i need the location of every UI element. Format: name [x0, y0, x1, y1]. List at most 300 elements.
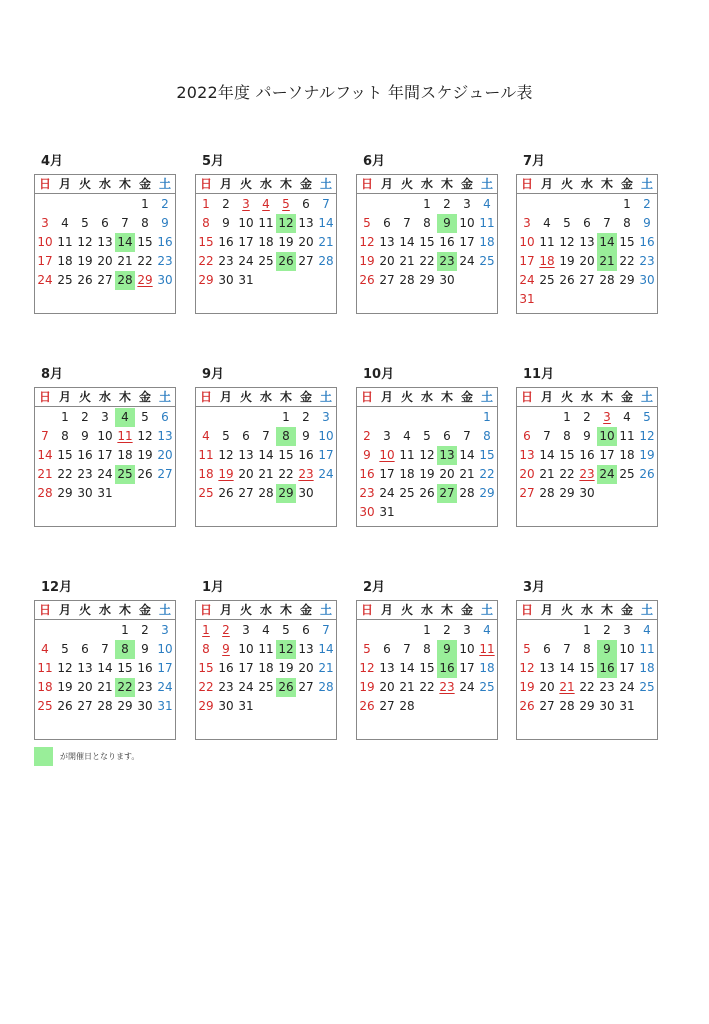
day-cell: 23 [639, 254, 655, 268]
day-cell: 28 [559, 699, 575, 713]
day-cell: 11 [479, 216, 495, 230]
weekday-label: 金 [620, 390, 633, 404]
day-cell: 15 [479, 448, 495, 462]
day-cell: 26 [359, 273, 375, 287]
day-cell: 19 [77, 254, 93, 268]
day-cell: 20 [539, 680, 555, 694]
day-cell: 13 [298, 216, 314, 230]
day-cell: 21 [97, 680, 113, 694]
day-cell: 27 [379, 273, 395, 287]
event-day-cell: 4 [115, 408, 135, 427]
day-cell: 28 [318, 680, 334, 694]
day-cell: 7 [403, 642, 411, 656]
day-cell: 5 [141, 410, 149, 424]
day-cell: 29 [57, 486, 73, 500]
day-cell: 18 [619, 448, 635, 462]
day-cell: 21 [318, 235, 334, 249]
day-cell: 8 [563, 429, 571, 443]
day-cell: 1 [483, 410, 491, 424]
day-cell: 24 [318, 467, 334, 481]
day-cell: 5 [563, 216, 571, 230]
day-cell: 11 [57, 235, 73, 249]
day-cell: 2 [222, 197, 230, 211]
day-cell: 4 [643, 623, 651, 637]
day-cell: 22 [579, 680, 595, 694]
day-cell: 11 [639, 642, 655, 656]
day-cell: 7 [262, 429, 270, 443]
day-cell: 25 [57, 273, 73, 287]
weekday-label: 木 [440, 177, 453, 191]
day-cell: 2 [363, 429, 371, 443]
weekday-label: 月 [219, 603, 232, 617]
day-cell: 16 [77, 448, 93, 462]
day-cell: 3 [322, 410, 330, 424]
day-cell: 28 [37, 486, 53, 500]
day-cell: 30 [599, 699, 615, 713]
day-cell: 17 [97, 448, 113, 462]
day-cell: 29 [137, 273, 153, 287]
weekday-label: 金 [460, 177, 473, 191]
weekday-label: 土 [158, 603, 171, 617]
weekday-label: 土 [480, 603, 493, 617]
event-day-cell: 22 [115, 678, 135, 697]
day-cell: 20 [579, 254, 595, 268]
day-cell: 12 [359, 235, 375, 249]
day-cell: 27 [77, 699, 93, 713]
month-label: 11月 [523, 367, 555, 382]
weekday-label: 木 [440, 603, 453, 617]
weekday-label: 木 [118, 603, 131, 617]
weekday-label: 日 [360, 177, 373, 191]
day-cell: 13 [379, 661, 395, 675]
day-cell: 1 [61, 410, 69, 424]
day-cell: 31 [379, 505, 395, 519]
day-cell: 8 [202, 216, 210, 230]
weekday-label: 日 [520, 177, 533, 191]
day-cell: 7 [403, 216, 411, 230]
day-cell: 10 [318, 429, 334, 443]
weekday-label: 月 [540, 390, 553, 404]
day-cell: 3 [603, 410, 611, 424]
day-cell: 8 [423, 216, 431, 230]
day-cell: 25 [37, 699, 53, 713]
day-cell: 4 [403, 429, 411, 443]
day-cell: 5 [282, 623, 290, 637]
weekday-label: 水 [98, 177, 111, 191]
month-label: 3月 [523, 580, 546, 595]
day-cell: 21 [318, 661, 334, 675]
weekday-label: 木 [600, 177, 613, 191]
day-cell: 11 [399, 448, 415, 462]
weekday-label: 水 [98, 603, 111, 617]
day-cell: 22 [479, 467, 495, 481]
day-cell: 24 [238, 254, 254, 268]
day-cell: 6 [583, 216, 591, 230]
day-cell: 2 [443, 623, 451, 637]
day-cell: 10 [37, 235, 53, 249]
weekday-label: 土 [319, 390, 332, 404]
day-cell: 11 [198, 448, 214, 462]
day-cell: 8 [61, 429, 69, 443]
day-cell: 15 [278, 448, 294, 462]
day-cell: 21 [399, 254, 415, 268]
day-cell: 2 [81, 410, 89, 424]
day-cell: 14 [258, 448, 274, 462]
day-cell: 11 [479, 642, 495, 656]
day-cell: 10 [97, 429, 113, 443]
day-cell: 20 [298, 661, 314, 675]
day-cell: 2 [643, 197, 651, 211]
event-day-cell: 21 [597, 252, 617, 271]
month-label: 12月 [41, 580, 73, 595]
day-cell: 2 [443, 197, 451, 211]
day-cell: 23 [298, 467, 314, 481]
day-cell: 15 [117, 661, 133, 675]
day-cell: 30 [218, 699, 234, 713]
day-cell: 23 [77, 467, 93, 481]
day-cell: 10 [519, 235, 535, 249]
weekday-label: 火 [400, 177, 413, 191]
day-cell: 19 [359, 254, 375, 268]
event-day-cell: 12 [276, 214, 296, 233]
day-cell: 8 [623, 216, 631, 230]
weekday-label: 土 [480, 177, 493, 191]
weekday-label: 土 [480, 390, 493, 404]
event-day-cell: 24 [597, 465, 617, 484]
day-cell: 17 [37, 254, 53, 268]
day-cell: 22 [559, 467, 575, 481]
day-cell: 9 [81, 429, 89, 443]
weekday-label: 月 [540, 177, 553, 191]
weekday-label: 水 [580, 390, 593, 404]
day-cell: 6 [101, 216, 109, 230]
day-cell: 10 [238, 642, 254, 656]
day-cell: 15 [57, 448, 73, 462]
day-cell: 10 [157, 642, 173, 656]
event-day-cell: 16 [597, 659, 617, 678]
weekday-label: 木 [440, 390, 453, 404]
day-cell: 16 [218, 661, 234, 675]
month-label: 9月 [202, 367, 225, 382]
weekday-label: 日 [360, 390, 373, 404]
day-cell: 14 [37, 448, 53, 462]
weekday-label: 火 [78, 603, 91, 617]
day-cell: 11 [258, 216, 274, 230]
event-day-cell: 13 [437, 446, 457, 465]
day-cell: 26 [218, 486, 234, 500]
month-label: 6月 [363, 154, 386, 169]
month-table [34, 174, 176, 314]
event-day-cell: 8 [115, 640, 135, 659]
day-cell: 8 [141, 216, 149, 230]
month-table [195, 174, 337, 314]
day-cell: 7 [463, 429, 471, 443]
day-cell: 14 [97, 661, 113, 675]
day-cell: 22 [198, 680, 214, 694]
weekday-label: 日 [360, 603, 373, 617]
day-cell: 17 [238, 235, 254, 249]
event-day-cell: 10 [597, 427, 617, 446]
day-cell: 28 [599, 273, 615, 287]
day-cell: 27 [157, 467, 173, 481]
day-cell: 26 [519, 699, 535, 713]
month-table [356, 600, 498, 740]
weekday-label: 水 [580, 177, 593, 191]
day-cell: 27 [379, 699, 395, 713]
day-cell: 25 [619, 467, 635, 481]
day-cell: 10 [238, 216, 254, 230]
month-table [516, 387, 658, 527]
day-cell: 23 [218, 680, 234, 694]
day-cell: 21 [539, 467, 555, 481]
weekday-label: 金 [299, 390, 312, 404]
weekday-label: 水 [420, 603, 433, 617]
day-cell: 17 [599, 448, 615, 462]
day-cell: 28 [459, 486, 475, 500]
day-cell: 26 [57, 699, 73, 713]
day-cell: 19 [278, 661, 294, 675]
weekday-label: 火 [560, 603, 573, 617]
day-cell: 1 [282, 410, 290, 424]
day-cell: 20 [298, 235, 314, 249]
day-cell: 11 [258, 642, 274, 656]
day-cell: 3 [161, 623, 169, 637]
day-cell: 3 [41, 216, 49, 230]
weekday-label: 木 [118, 390, 131, 404]
day-cell: 22 [278, 467, 294, 481]
day-cell: 1 [563, 410, 571, 424]
day-cell: 9 [583, 429, 591, 443]
event-day-cell: 14 [597, 233, 617, 252]
day-cell: 2 [222, 623, 230, 637]
day-cell: 7 [41, 429, 49, 443]
month-table [516, 600, 658, 740]
weekday-label: 木 [118, 177, 131, 191]
day-cell: 14 [459, 448, 475, 462]
day-cell: 26 [359, 699, 375, 713]
day-cell: 22 [619, 254, 635, 268]
day-cell: 7 [543, 429, 551, 443]
day-cell: 28 [399, 273, 415, 287]
weekday-label: 金 [299, 177, 312, 191]
day-cell: 25 [479, 254, 495, 268]
day-cell: 28 [258, 486, 274, 500]
day-cell: 9 [302, 429, 310, 443]
day-cell: 30 [137, 699, 153, 713]
month-table [195, 600, 337, 740]
weekday-label: 土 [640, 603, 653, 617]
weekday-label: 日 [520, 390, 533, 404]
day-cell: 27 [298, 680, 314, 694]
day-cell: 14 [399, 235, 415, 249]
day-cell: 13 [157, 429, 173, 443]
day-cell: 2 [302, 410, 310, 424]
day-cell: 21 [117, 254, 133, 268]
day-cell: 29 [479, 486, 495, 500]
month-label: 2月 [363, 580, 386, 595]
day-cell: 17 [519, 254, 535, 268]
day-cell: 24 [379, 486, 395, 500]
day-cell: 5 [423, 429, 431, 443]
day-cell: 25 [258, 254, 274, 268]
weekday-label: 水 [98, 390, 111, 404]
day-cell: 5 [363, 642, 371, 656]
day-cell: 18 [117, 448, 133, 462]
weekday-label: 火 [239, 390, 252, 404]
day-cell: 7 [563, 642, 571, 656]
day-cell: 5 [643, 410, 651, 424]
weekday-label: 水 [259, 390, 272, 404]
day-cell: 7 [101, 642, 109, 656]
day-cell: 22 [419, 680, 435, 694]
day-cell: 29 [559, 486, 575, 500]
weekday-label: 金 [138, 177, 151, 191]
weekday-label: 木 [279, 603, 292, 617]
weekday-label: 火 [560, 390, 573, 404]
month-table [356, 387, 498, 527]
day-cell: 19 [359, 680, 375, 694]
day-cell: 12 [559, 235, 575, 249]
day-cell: 29 [117, 699, 133, 713]
day-cell: 11 [619, 429, 635, 443]
day-cell: 5 [363, 216, 371, 230]
day-cell: 24 [238, 680, 254, 694]
day-cell: 16 [439, 235, 455, 249]
weekday-label: 日 [38, 177, 51, 191]
day-cell: 9 [222, 642, 230, 656]
day-cell: 1 [202, 197, 210, 211]
day-cell: 6 [383, 642, 391, 656]
day-cell: 25 [198, 486, 214, 500]
day-cell: 15 [559, 448, 575, 462]
day-cell: 18 [258, 235, 274, 249]
day-cell: 3 [101, 410, 109, 424]
day-cell: 28 [539, 486, 555, 500]
day-cell: 27 [579, 273, 595, 287]
day-cell: 8 [583, 642, 591, 656]
month-label: 8月 [41, 367, 64, 382]
day-cell: 8 [483, 429, 491, 443]
day-cell: 22 [137, 254, 153, 268]
day-cell: 3 [463, 197, 471, 211]
weekday-label: 土 [158, 177, 171, 191]
day-cell: 14 [399, 661, 415, 675]
legend-swatch [34, 747, 53, 766]
day-cell: 18 [479, 661, 495, 675]
day-cell: 10 [459, 642, 475, 656]
day-cell: 11 [37, 661, 53, 675]
day-cell: 26 [77, 273, 93, 287]
day-cell: 5 [81, 216, 89, 230]
day-cell: 14 [318, 642, 334, 656]
event-day-cell: 23 [437, 252, 457, 271]
day-cell: 13 [519, 448, 535, 462]
day-cell: 24 [619, 680, 635, 694]
day-cell: 19 [639, 448, 655, 462]
day-cell: 22 [198, 254, 214, 268]
day-cell: 13 [379, 235, 395, 249]
day-cell: 27 [539, 699, 555, 713]
weekday-label: 金 [138, 390, 151, 404]
event-day-cell: 9 [597, 640, 617, 659]
day-cell: 23 [137, 680, 153, 694]
weekday-label: 火 [239, 603, 252, 617]
day-cell: 30 [439, 273, 455, 287]
weekday-label: 木 [600, 390, 613, 404]
day-cell: 4 [61, 216, 69, 230]
day-cell: 20 [238, 467, 254, 481]
day-cell: 15 [419, 661, 435, 675]
day-cell: 4 [623, 410, 631, 424]
weekday-label: 日 [38, 603, 51, 617]
month-label: 10月 [363, 367, 395, 382]
weekday-label: 土 [158, 390, 171, 404]
day-cell: 30 [218, 273, 234, 287]
day-cell: 31 [238, 273, 254, 287]
day-cell: 19 [519, 680, 535, 694]
day-cell: 6 [443, 429, 451, 443]
weekday-label: 土 [319, 603, 332, 617]
month-label: 5月 [202, 154, 225, 169]
day-cell: 14 [539, 448, 555, 462]
day-cell: 23 [599, 680, 615, 694]
day-cell: 4 [202, 429, 210, 443]
weekday-label: 月 [219, 177, 232, 191]
day-cell: 20 [157, 448, 173, 462]
day-cell: 9 [141, 642, 149, 656]
day-cell: 1 [141, 197, 149, 211]
day-cell: 29 [619, 273, 635, 287]
day-cell: 19 [57, 680, 73, 694]
day-cell: 10 [619, 642, 635, 656]
day-cell: 18 [198, 467, 214, 481]
event-day-cell: 12 [276, 640, 296, 659]
day-cell: 29 [579, 699, 595, 713]
day-cell: 1 [202, 623, 210, 637]
day-cell: 2 [603, 623, 611, 637]
weekday-label: 火 [78, 390, 91, 404]
day-cell: 16 [359, 467, 375, 481]
day-cell: 30 [298, 486, 314, 500]
event-day-cell: 26 [276, 252, 296, 271]
weekday-label: 日 [199, 603, 212, 617]
weekday-label: 水 [259, 177, 272, 191]
day-cell: 19 [218, 467, 234, 481]
day-cell: 4 [262, 623, 270, 637]
day-cell: 15 [198, 235, 214, 249]
day-cell: 30 [579, 486, 595, 500]
day-cell: 26 [419, 486, 435, 500]
month-label: 4月 [41, 154, 64, 169]
month-table [34, 600, 176, 740]
day-cell: 12 [359, 661, 375, 675]
weekday-label: 土 [640, 177, 653, 191]
day-cell: 30 [639, 273, 655, 287]
day-cell: 6 [302, 197, 310, 211]
day-cell: 19 [559, 254, 575, 268]
day-cell: 16 [298, 448, 314, 462]
day-cell: 23 [439, 680, 455, 694]
day-cell: 19 [137, 448, 153, 462]
day-cell: 6 [161, 410, 169, 424]
day-cell: 6 [543, 642, 551, 656]
day-cell: 1 [121, 623, 129, 637]
day-cell: 5 [523, 642, 531, 656]
day-cell: 30 [157, 273, 173, 287]
day-cell: 25 [399, 486, 415, 500]
event-day-cell: 14 [115, 233, 135, 252]
day-cell: 2 [583, 410, 591, 424]
